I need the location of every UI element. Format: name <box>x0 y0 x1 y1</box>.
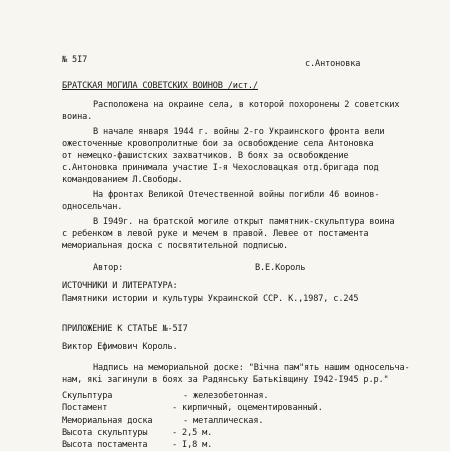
paragraph-1-line-2: воина. <box>62 112 93 122</box>
inscription-line-1: Надпись на мемориальной доске: "Вiчна пам"ять нашим односельча- <box>93 363 410 373</box>
spec-value-pedestal: - кирпичный, оцементированный. <box>172 403 323 413</box>
spec-value-pedestal-height: - I,8 м. <box>172 440 213 450</box>
spec-label-plaque: Мемориальная доска <box>62 416 153 426</box>
paragraph-2-line-1: В начале января 1944 г. войны 2-го Украинского фронта вели <box>93 127 385 137</box>
spec-label-pedestal: Постамент <box>62 403 108 413</box>
spec-value-plaque: - металлическая. <box>183 416 264 426</box>
paragraph-2-line-4: с.Антоновка принимала участие I-я Чехословацкая отд.бригада под <box>62 163 379 173</box>
author-name: В.Е.Король <box>255 263 306 273</box>
paragraph-3-line-1: На фронтах Великой Отечественной войны погибли 46 воинов- <box>93 190 380 200</box>
spec-label-sculpture-height: Высота скульптуры <box>62 428 148 438</box>
spec-label-pedestal-height: Высота постамента <box>62 440 148 450</box>
paragraph-3-line-2: односельчан. <box>62 202 123 212</box>
paragraph-4-line-1: В I949г. на братской могиле открыт памятник-скульптура воина <box>93 217 395 227</box>
inscription-line-2: нам, якi загинули в боях за Радянську Батькiвщину I942-I945 р.р." <box>62 375 389 385</box>
spec-label-sculpture: Скульптура <box>62 391 113 401</box>
paragraph-4-line-2: с ребенком в левой руке и мечем в правой. Левее от постамента <box>62 229 369 239</box>
paragraph-4-line-3: мемориальная доска с посвятительной подписью. <box>62 241 289 251</box>
sources-text: Памятники истории и культуры Украинской ССР. К.,1987, с.245 <box>62 294 359 304</box>
spec-value-sculpture: - железобетонная. <box>183 391 269 401</box>
appendix-person: Виктор Ефимович Король. <box>62 342 178 352</box>
spec-value-sculpture-height: - 2,5 м. <box>172 428 213 438</box>
article-heading: БРАТСКАЯ МОГИЛА СОВЕТСКИХ ВОИНОВ /ист./ <box>62 81 258 91</box>
author-label: Автор: <box>93 263 124 273</box>
paragraph-2-line-3: от немецко-фашистских захватчиков. В боях за освобождение <box>62 151 349 161</box>
paragraph-2-line-2: ожесточенные кровопролитные бои за освобождение села Антоновка <box>62 139 374 149</box>
sources-heading: ИСТОЧНИКИ И ЛИТЕРАТУРА: <box>62 281 178 291</box>
paragraph-2-line-5: командованием Л.Свободы. <box>62 175 183 185</box>
place-name: с.Антоновка <box>305 59 361 69</box>
document-number: № 5I7 <box>62 55 88 65</box>
paragraph-1-line-1: Расположена на окраине села, в которой похоронены 2 советских <box>93 100 400 110</box>
appendix-heading: ПРИЛОЖЕНИЕ К СТАТЬЕ №-5I7 <box>62 324 188 334</box>
